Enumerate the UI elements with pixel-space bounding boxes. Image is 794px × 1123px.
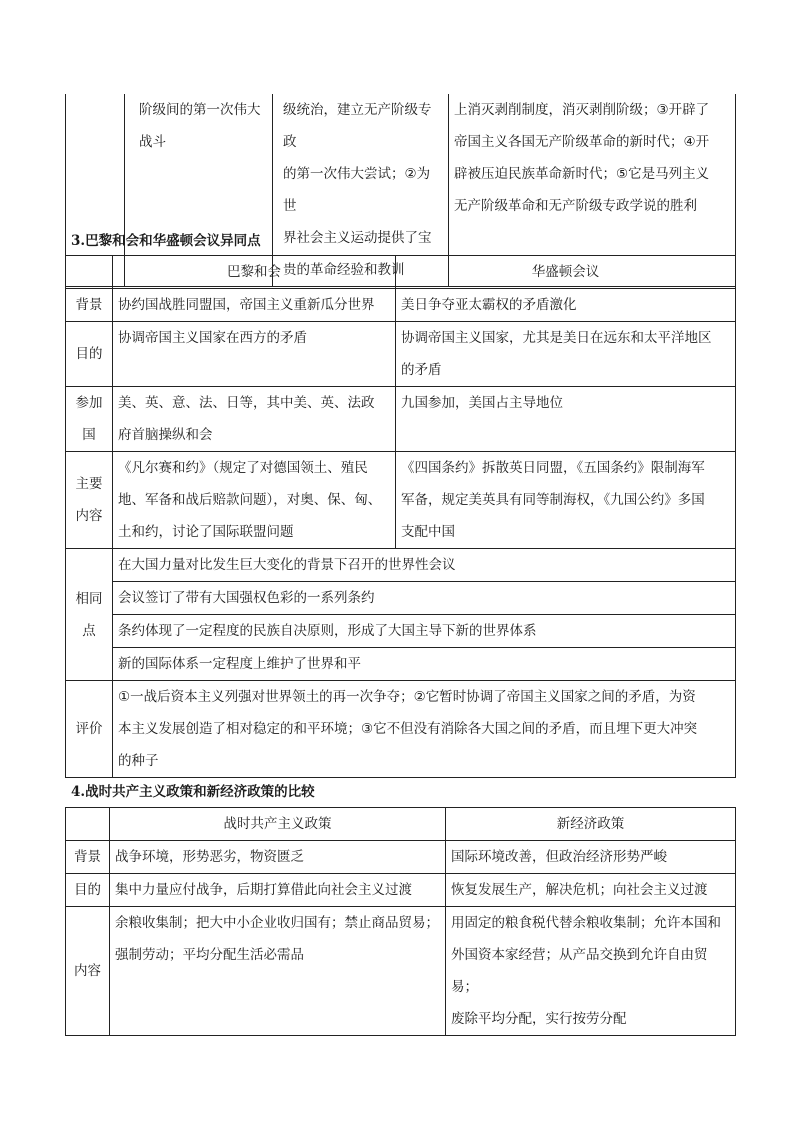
row-label-purpose: 目的 (66, 874, 110, 907)
row-label-background: 背景 (66, 289, 113, 322)
table-paris-washington (65, 255, 736, 778)
section-4-heading: 4.战时共产主义政策和新经济政策的比较 (71, 784, 315, 800)
cell-significance-a: 级统治，建立无产阶级专政 的第一次伟大尝试；②为世 界社会主义运动提供了宝 贵的革命经验和教训 (273, 94, 449, 287)
header-nep: 新经济政策 (446, 808, 736, 841)
table-row (66, 322, 736, 387)
cell-war-content: 余粮收集制；把大中小企业收归国有；禁止商品贸易； 强制劳动；平均分配生活必需品 (110, 907, 446, 1036)
table-row (66, 874, 736, 907)
cell-header-empty (66, 808, 110, 841)
section-3-heading: 3.巴黎和会和华盛顿会议异同点 (71, 233, 261, 249)
similarity-item: 条约体现了一定程度的民族自决原则，形成了大国主导下新的世界体系 (113, 615, 736, 648)
cell-significance-b: 上消灭剥削制度，消灭剥削阶级；③开辟了 帝国主义各国无产阶级革命的新时代；④开 辟被压迫民族革命新时代；⑤它是马列主义 无产阶级革命和无产阶级专政学说的胜利 (449, 94, 736, 287)
cell-paris-purpose: 协调帝国主义国家在西方的矛盾 (113, 322, 396, 387)
header-paris: 巴黎和会 (113, 256, 396, 289)
table-header-row (66, 256, 736, 289)
cell-header-empty (66, 256, 113, 289)
table-war-communism-nep (65, 807, 736, 1036)
cell-event-nature: 阶级间的第一次伟大 战斗 (125, 94, 273, 287)
cell-washington-purpose: 协调帝国主义国家，尤其是美日在远东和太平洋地区 的矛盾 (396, 322, 736, 387)
row-label-background: 背景 (66, 841, 110, 874)
row-label-purpose: 目的 (66, 322, 113, 387)
cell-nep-background: 国际环境改善，但政治经济形势严峻 (446, 841, 736, 874)
table-row (66, 387, 736, 452)
cell-nep-purpose: 恢复发展生产，解决危机；向社会主义过渡 (446, 874, 736, 907)
row-label-evaluation: 评价 (66, 681, 113, 778)
cell-evaluation: ①一战后资本主义列强对世界领土的再一次争夺；②它暂时协调了帝国主义国家之间的矛盾，为资 本主义发展创造了相对稳定的和平环境；③它不但没有消除各大国之间的矛盾，而且埋下更大冲突 的种子 (113, 681, 736, 778)
similarity-item: 会议签订了带有大国强权色彩的一系列条约 (113, 582, 736, 615)
row-label-content: 主要 内容 (66, 452, 113, 549)
cell-washington-background: 美日争夺亚太霸权的矛盾激化 (396, 289, 736, 322)
table-row (66, 681, 736, 778)
header-war-communism: 战时共产主义政策 (110, 808, 446, 841)
cell-war-background: 战争环境，形势恶劣，物资匮乏 (110, 841, 446, 874)
cell-war-purpose: 集中力量应付战争，后期打算借此向社会主义过渡 (110, 874, 446, 907)
cell-washington-content: 《四国条约》拆散英日同盟，《五国条约》限制海军 军备，规定美英具有同等制海权，《九国公约》多国 支配中国 (396, 452, 736, 549)
cell-nep-content: 用固定的粮食税代替余粮收集制；允许本国和 外国资本家经营；从产品交换到允许自由贸易； 废除平均分配，实行按劳分配 (446, 907, 736, 1036)
table-row (66, 582, 736, 615)
table-row (66, 907, 736, 1036)
table-row (66, 615, 736, 648)
header-washington: 华盛顿会议 (396, 256, 736, 289)
row-label-participants: 参加 国 (66, 387, 113, 452)
cell-paris-background: 协约国战胜同盟国，帝国主义重新瓜分世界 (113, 289, 396, 322)
table-row (66, 648, 736, 681)
row-label-content: 内容 (66, 907, 110, 1036)
similarity-item: 新的国际体系一定程度上维护了世界和平 (113, 648, 736, 681)
table-row (66, 452, 736, 549)
table-row (66, 549, 736, 582)
table-header-row (66, 808, 736, 841)
table-row (66, 289, 736, 322)
table-row (66, 841, 736, 874)
cell-paris-participants: 美、英、意、法、日等，其中美、英、法政 府首脑操纵和会 (113, 387, 396, 452)
cell-paris-content: 《凡尔赛和约》（规定了对德国领土、殖民 地、军备和战后赔款问题），对奥、保、匈、 土和约，讨论了国际联盟问题 (113, 452, 396, 549)
cell-washington-participants: 九国参加，美国占主导地位 (396, 387, 736, 452)
similarity-item: 在大国力量对比发生巨大变化的背景下召开的世界性会议 (113, 549, 736, 582)
row-label-similarities: 相同 点 (66, 549, 113, 681)
